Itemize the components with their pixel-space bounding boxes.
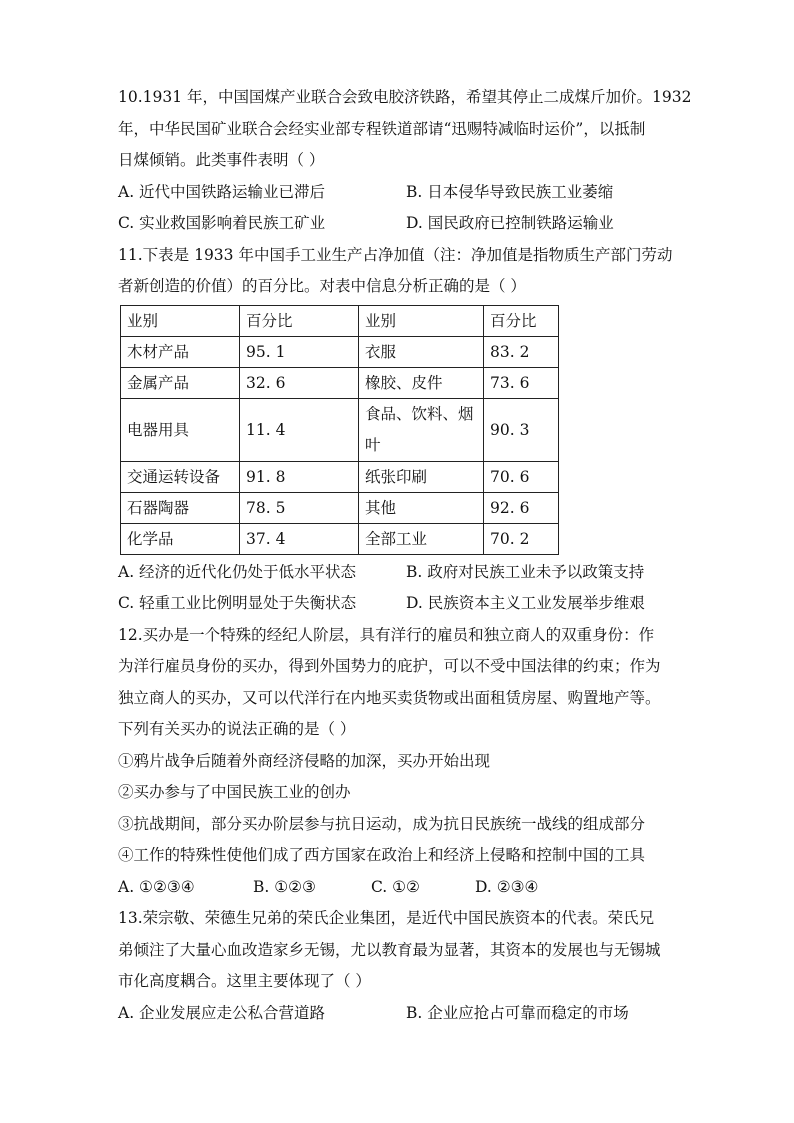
table-header-cell: 业别 xyxy=(359,305,484,336)
question-12-statement: ③抗战期间，部分买办阶层参与抗日运动，成为抗日民族统一战线的组成部分 xyxy=(118,814,646,833)
table-cell: 食品、饮料、烟叶 xyxy=(359,398,484,461)
question-10-option-c[interactable]: C. 实业救国影响着民族工矿业 xyxy=(118,214,326,232)
question-13-options-row xyxy=(118,998,688,1030)
question-11-option-c[interactable]: C. 轻重工业比例明显处于失衡状态 xyxy=(118,594,357,612)
question-11-stem-line: 者新创造的价值）的百分比。对表中信息分析正确的是（ ） xyxy=(118,277,526,295)
question-12 xyxy=(118,620,688,904)
question-11-option-a[interactable]: A. 经济的近代化仍处于低水平状态 xyxy=(118,562,357,581)
table-cell: 11. 4 xyxy=(240,398,359,461)
question-12-option-b[interactable]: B. ①②③ xyxy=(253,877,316,896)
table-header-cell: 百分比 xyxy=(484,305,559,336)
question-12-options-row xyxy=(118,872,688,904)
question-13-option-b[interactable]: B. 企业应抢占可靠而稳定的市场 xyxy=(406,1003,629,1022)
table-cell: 化学品 xyxy=(121,523,240,554)
table-cell: 全部工业 xyxy=(359,523,484,554)
question-12-statement: ①鸦片战争后随着外商经济侵略的加深，买办开始出现 xyxy=(118,751,491,770)
exam-page xyxy=(118,82,692,1029)
table-cell: 交通运转设备 xyxy=(121,461,240,492)
table-cell: 90. 3 xyxy=(484,398,559,461)
question-10-options-row xyxy=(118,177,688,209)
question-12-option-d[interactable]: D. ②③④ xyxy=(475,877,539,896)
question-12-option-a[interactable]: A. ①②③④ xyxy=(118,877,195,896)
question-13-stem-line: 市化高度耦合。这里主要体现了（ ） xyxy=(118,972,371,990)
question-11 xyxy=(118,240,688,620)
question-10-options-row xyxy=(118,208,688,240)
table-cell: 衣服 xyxy=(359,336,484,367)
table-cell: 37. 4 xyxy=(240,523,359,554)
table-cell: 金属产品 xyxy=(121,367,240,398)
table-header-row xyxy=(121,305,559,336)
table-cell: 91. 8 xyxy=(240,461,359,492)
table-row xyxy=(121,398,559,461)
question-12-stem-line: 下列有关买办的说法正确的是（ ） xyxy=(118,720,356,738)
question-10-stem-line: 年，中华民国矿业联合会经实业部专程铁道部请“迅赐特减临时运价”，以抵制 xyxy=(118,119,646,138)
question-11-options-row xyxy=(118,588,688,620)
table-cell: 70. 6 xyxy=(484,461,559,492)
table-header-cell: 业别 xyxy=(121,305,240,336)
table-cell: 木材产品 xyxy=(121,336,240,367)
question-12-stem-line: 为洋行雇员身份的买办，得到外国势力的庇护，可以不受中国法律的约束；作为 xyxy=(118,657,661,675)
table-row xyxy=(121,523,559,554)
question-13 xyxy=(118,903,688,1029)
table-cell: 95. 1 xyxy=(240,336,359,367)
table-cell: 电器用具 xyxy=(121,398,240,461)
table-row xyxy=(121,336,559,367)
question-13-stem-line: 13.荣宗敬、荣德生兄弟的荣氏企业集团，是近代中国民族资本的代表。荣氏兄 xyxy=(118,909,655,927)
question-13-stem-line: 弟倾注了大量心血改造家乡无锡，尤以教育最为显著，其资本的发展也与无锡城 xyxy=(118,940,661,959)
table-row xyxy=(121,367,559,398)
table-row xyxy=(121,492,559,523)
question-12-option-c[interactable]: C. ①② xyxy=(371,877,420,896)
question-10-option-d[interactable]: D. 国民政府已控制铁路运输业 xyxy=(406,214,614,232)
question-12-stem-line: 独立商人的买办，又可以代洋行在内地买卖货物或出面租赁房屋、购置地产等。 xyxy=(118,688,661,707)
table-cell: 32. 6 xyxy=(240,367,359,398)
question-11-option-b[interactable]: B. 政府对民族工业未予以政策支持 xyxy=(406,562,645,581)
question-11-option-d[interactable]: D. 民族资本主义工业发展举步维艰 xyxy=(406,594,645,612)
question-10-stem-line: 日煤倾销。此类事件表明（ ） xyxy=(118,151,325,169)
table-header-cell: 百分比 xyxy=(240,305,359,336)
question-11-options-row xyxy=(118,557,688,589)
question-12-stem-line: 12.买办是一个特殊的经纪人阶层，具有洋行的雇员和独立商人的双重身份：作 xyxy=(118,625,655,644)
table-row xyxy=(121,461,559,492)
question-12-statement: ②买办参与了中国民族工业的创办 xyxy=(118,783,351,801)
question-12-statement: ④工作的特殊性使他们成了西方国家在政治上和经济上侵略和控制中国的工具 xyxy=(118,846,646,864)
question-10-option-a[interactable]: A. 近代中国铁路运输业已滞后 xyxy=(118,182,326,201)
question-11-stem-line: 11.下表是 1933 年中国手工业生产占净加值（注：净加值是指物质生产部门劳动 xyxy=(118,245,673,264)
table-cell: 78. 5 xyxy=(240,492,359,523)
table-cell: 纸张印刷 xyxy=(359,461,484,492)
question-13-option-a[interactable]: A. 企业发展应走公私合营道路 xyxy=(118,1003,326,1022)
question-10-option-b[interactable]: B. 日本侵华导致民族工业萎缩 xyxy=(406,182,614,201)
question-10 xyxy=(118,82,692,240)
table-cell: 83. 2 xyxy=(484,336,559,367)
table-cell: 92. 6 xyxy=(484,492,559,523)
table-cell: 石器陶器 xyxy=(121,492,240,523)
handicraft-value-table xyxy=(120,305,559,555)
question-10-stem-line: 10.1931 年，中国国煤产业联合会致电胶济铁路，希望其停止二成煤斤加价。1932 xyxy=(118,88,692,106)
table-cell: 70. 2 xyxy=(484,523,559,554)
table-cell: 73. 6 xyxy=(484,367,559,398)
table-cell: 橡胶、皮件 xyxy=(359,367,484,398)
table-cell: 其他 xyxy=(359,492,484,523)
